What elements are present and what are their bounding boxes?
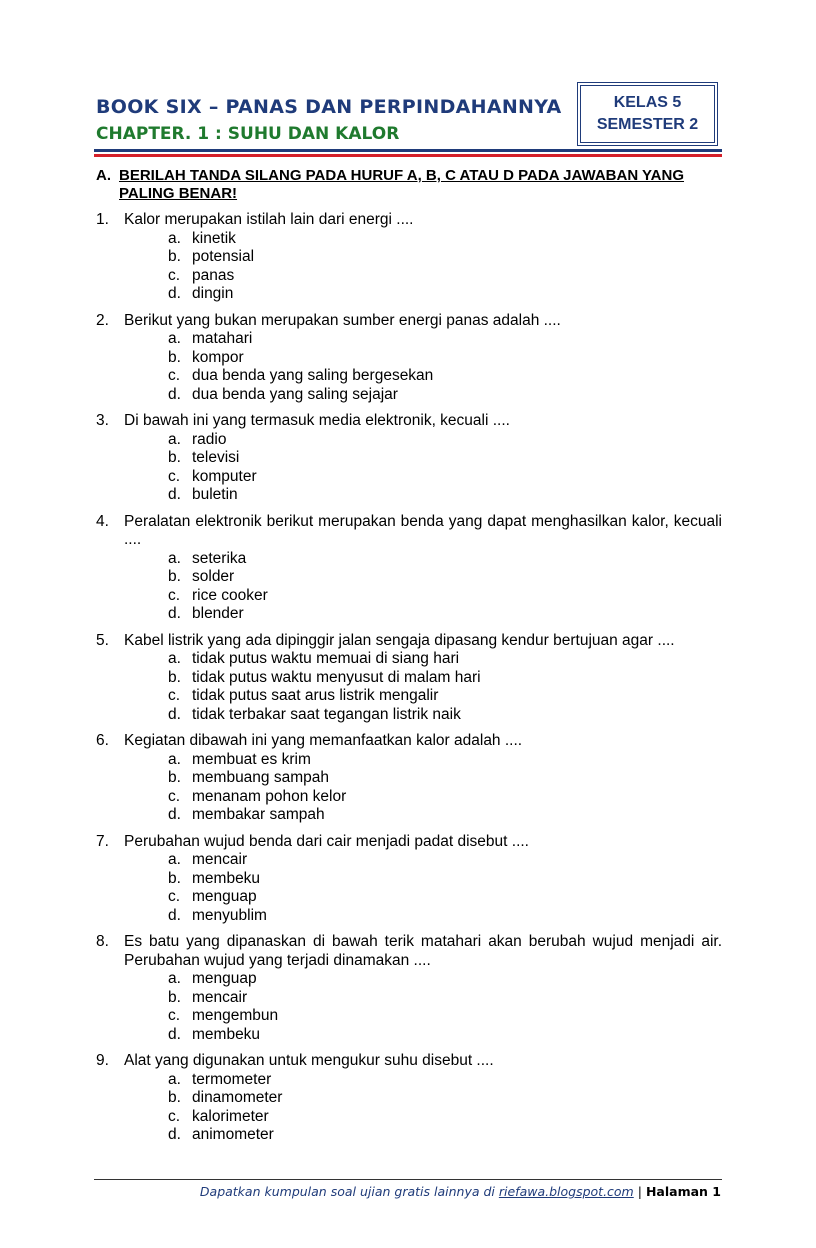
option-letter: b. [168, 348, 181, 366]
footer-rule [94, 1179, 722, 1180]
option-text: kompor [192, 348, 244, 366]
option-text: membeku [192, 869, 261, 887]
question-text: Kabel listrik yang ada dipinggir jalan sengaja dipasang kendur bertujuan agar .... [124, 631, 675, 649]
option-text: mengembun [192, 1007, 279, 1024]
answer-option[interactable] [168, 587, 722, 606]
question-text: Es batu yang dipanaskan di bawah terik matahari akan berubah wujud menjadi air. Perubahan wujud yang terjadi dinamakan .... [124, 933, 722, 969]
option-letter: a. [168, 650, 181, 667]
option-text: tidak putus saat arus listrik mengalir [192, 687, 439, 704]
question-text: Peralatan elektronik berikut merupakan benda yang dapat menghasilkan kalor, kecuali .... [124, 512, 722, 548]
question-number: 8. [96, 933, 109, 950]
question-number: 7. [96, 832, 109, 850]
option-letter: c. [168, 266, 181, 284]
option-letter: d. [168, 385, 181, 403]
option-text: kalorimeter [192, 1107, 269, 1125]
answer-option[interactable] [168, 1026, 722, 1045]
option-text: rice cooker [192, 586, 268, 604]
answer-option[interactable] [168, 386, 722, 405]
option-letter: a. [168, 1070, 181, 1088]
question-number: 2. [96, 311, 109, 329]
answer-option[interactable] [168, 248, 722, 267]
option-letter: d. [168, 486, 181, 503]
semester-label: SEMESTER 2 [596, 116, 699, 133]
option-letter: c. [168, 467, 181, 485]
answer-option[interactable] [168, 1089, 722, 1108]
answer-option[interactable] [168, 870, 722, 889]
question-stem [96, 833, 722, 852]
option-letter: d. [168, 806, 181, 823]
answer-option[interactable] [168, 468, 722, 487]
answer-option[interactable] [168, 669, 722, 688]
question-text: Alat yang digunakan untuk mengukur suhu disebut .... [124, 1052, 494, 1069]
option-letter: b. [168, 449, 181, 466]
option-text: membeku [192, 1025, 261, 1043]
option-letter: d. [168, 705, 181, 723]
question-number: 6. [96, 732, 109, 749]
answer-option[interactable] [168, 486, 722, 505]
option-text: dingin [192, 285, 234, 302]
option-text: komputer [192, 467, 257, 485]
option-letter: c. [168, 1007, 181, 1024]
option-letter: c. [168, 787, 181, 805]
answer-option[interactable] [168, 650, 722, 669]
option-text: televisi [192, 449, 240, 466]
class-label: KELAS 5 [613, 94, 682, 111]
option-text: tidak terbakar saat tegangan listrik naik [192, 705, 461, 723]
question-number: 3. [96, 412, 109, 429]
answer-option[interactable] [168, 267, 722, 286]
page-header [94, 82, 722, 160]
option-letter: b. [168, 248, 181, 265]
question-stem [96, 513, 722, 550]
option-letter: d. [168, 906, 181, 924]
option-letter: a. [168, 750, 181, 768]
option-text: buletin [192, 486, 238, 503]
question-stem [96, 632, 722, 651]
answer-option[interactable] [168, 806, 722, 825]
question-item [96, 513, 722, 624]
option-text: seterika [192, 549, 247, 567]
answer-option[interactable] [168, 330, 722, 349]
option-text: potensial [192, 248, 255, 265]
question-item [96, 1052, 722, 1145]
answer-option[interactable] [168, 1126, 722, 1145]
question-item [96, 312, 722, 405]
question-item [96, 211, 722, 304]
answer-option[interactable] [168, 550, 722, 569]
option-letter: a. [168, 549, 181, 567]
option-letter: d. [168, 285, 181, 302]
answer-option[interactable] [168, 431, 722, 450]
section-letter: A. [96, 167, 111, 184]
option-text: animometer [192, 1126, 274, 1143]
answer-option[interactable] [168, 888, 722, 907]
option-text: menanam pohon kelor [192, 787, 347, 805]
option-letter: d. [168, 605, 181, 622]
answer-option[interactable] [168, 1007, 722, 1026]
option-text: tidak putus waktu menyusut di malam hari [192, 668, 481, 686]
option-letter: b. [168, 1089, 181, 1106]
question-stem [96, 211, 722, 230]
option-letter: a. [168, 430, 181, 448]
answer-option[interactable] [168, 349, 722, 368]
option-letter: c. [168, 687, 181, 704]
footer-note: Dapatkan kumpulan soal ujian gratis lainnya di [199, 1184, 499, 1199]
answer-option[interactable] [168, 285, 722, 304]
question-number: 9. [96, 1052, 109, 1069]
question-text: Berikut yang bukan merupakan sumber energi panas adalah .... [124, 311, 561, 329]
question-number: 1. [96, 211, 109, 228]
answer-option[interactable] [168, 605, 722, 624]
option-letter: b. [168, 668, 181, 686]
question-number: 5. [96, 631, 109, 649]
chapter-title: CHAPTER. 1 : SUHU DAN KALOR [96, 124, 400, 144]
question-text: Kalor merupakan istilah lain dari energi .... [124, 211, 414, 228]
option-text: termometer [192, 1070, 272, 1088]
header-rule-blue [94, 149, 722, 152]
question-stem [96, 933, 722, 970]
option-letter: d. [168, 1025, 181, 1043]
question-item [96, 833, 722, 926]
question-stem [96, 412, 722, 431]
question-number: 4. [96, 512, 109, 530]
option-letter: b. [168, 568, 181, 585]
option-letter: a. [168, 851, 181, 868]
answer-option[interactable] [168, 769, 722, 788]
option-letter: c. [168, 1107, 181, 1125]
question-stem [96, 732, 722, 751]
answer-option[interactable] [168, 851, 722, 870]
question-item [96, 412, 722, 505]
option-text: matahari [192, 330, 253, 347]
page-footer [200, 1184, 721, 1199]
answer-option[interactable] [168, 907, 722, 926]
answer-option[interactable] [168, 788, 722, 807]
question-item [96, 732, 722, 825]
option-letter: c. [168, 888, 181, 905]
answer-option[interactable] [168, 1108, 722, 1127]
option-text: radio [192, 430, 227, 448]
option-text: menyublim [192, 906, 267, 924]
option-text: blender [192, 605, 244, 622]
option-text: solder [192, 568, 235, 585]
answer-option[interactable] [168, 706, 722, 725]
option-letter: c. [168, 367, 181, 384]
answer-option[interactable] [168, 230, 722, 249]
option-letter: a. [168, 970, 181, 987]
question-stem [96, 312, 722, 331]
option-text: membuang sampah [192, 769, 329, 786]
header-rule-red [94, 154, 722, 157]
book-title: BOOK SIX – PANAS DAN PERPINDAHANNYA [96, 96, 562, 118]
option-letter: b. [168, 988, 181, 1006]
option-letter: d. [168, 1126, 181, 1143]
option-text: dua benda yang saling sejajar [192, 385, 398, 403]
answer-option[interactable] [168, 970, 722, 989]
option-text: dinamometer [192, 1089, 283, 1106]
option-text: mencair [192, 988, 248, 1006]
answer-option[interactable] [168, 751, 722, 770]
answer-option[interactable] [168, 1071, 722, 1090]
question-list [96, 211, 722, 1153]
answer-option[interactable] [168, 687, 722, 706]
option-letter: b. [168, 769, 181, 786]
option-text: menguap [192, 888, 257, 905]
question-item [96, 933, 722, 1044]
page-number: Halaman 1 [645, 1184, 721, 1199]
option-text: tidak putus waktu memuai di siang hari [192, 650, 460, 667]
class-badge [577, 82, 718, 146]
question-text: Kegiatan dibawah ini yang memanfaatkan kalor adalah .... [124, 732, 523, 749]
option-text: kinetik [192, 229, 236, 247]
option-text: membuat es krim [192, 750, 311, 768]
option-letter: a. [168, 330, 181, 347]
section-instruction: BERILAH TANDA SILANG PADA HURUF A, B, C ATAU D PADA JAWABAN YANG PALING BENAR! [119, 167, 685, 202]
option-text: mencair [192, 851, 248, 868]
option-text: menguap [192, 970, 257, 987]
option-text: dua benda yang saling bergesekan [192, 367, 434, 384]
question-text: Perubahan wujud benda dari cair menjadi padat disebut .... [124, 832, 529, 850]
answer-option[interactable] [168, 989, 722, 1008]
question-item [96, 632, 722, 725]
option-letter: b. [168, 869, 181, 887]
answer-option[interactable] [168, 568, 722, 587]
footer-link[interactable]: riefawa.blogspot.com [498, 1184, 634, 1199]
answer-option[interactable] [168, 367, 722, 386]
answer-option[interactable] [168, 449, 722, 468]
option-letter: c. [168, 586, 181, 604]
option-text: membakar sampah [192, 806, 325, 823]
question-text: Di bawah ini yang termasuk media elektronik, kecuali .... [124, 412, 510, 429]
option-text: panas [192, 266, 235, 284]
question-stem [96, 1052, 722, 1071]
footer-separator: | [637, 1184, 642, 1199]
option-letter: a. [168, 229, 181, 247]
